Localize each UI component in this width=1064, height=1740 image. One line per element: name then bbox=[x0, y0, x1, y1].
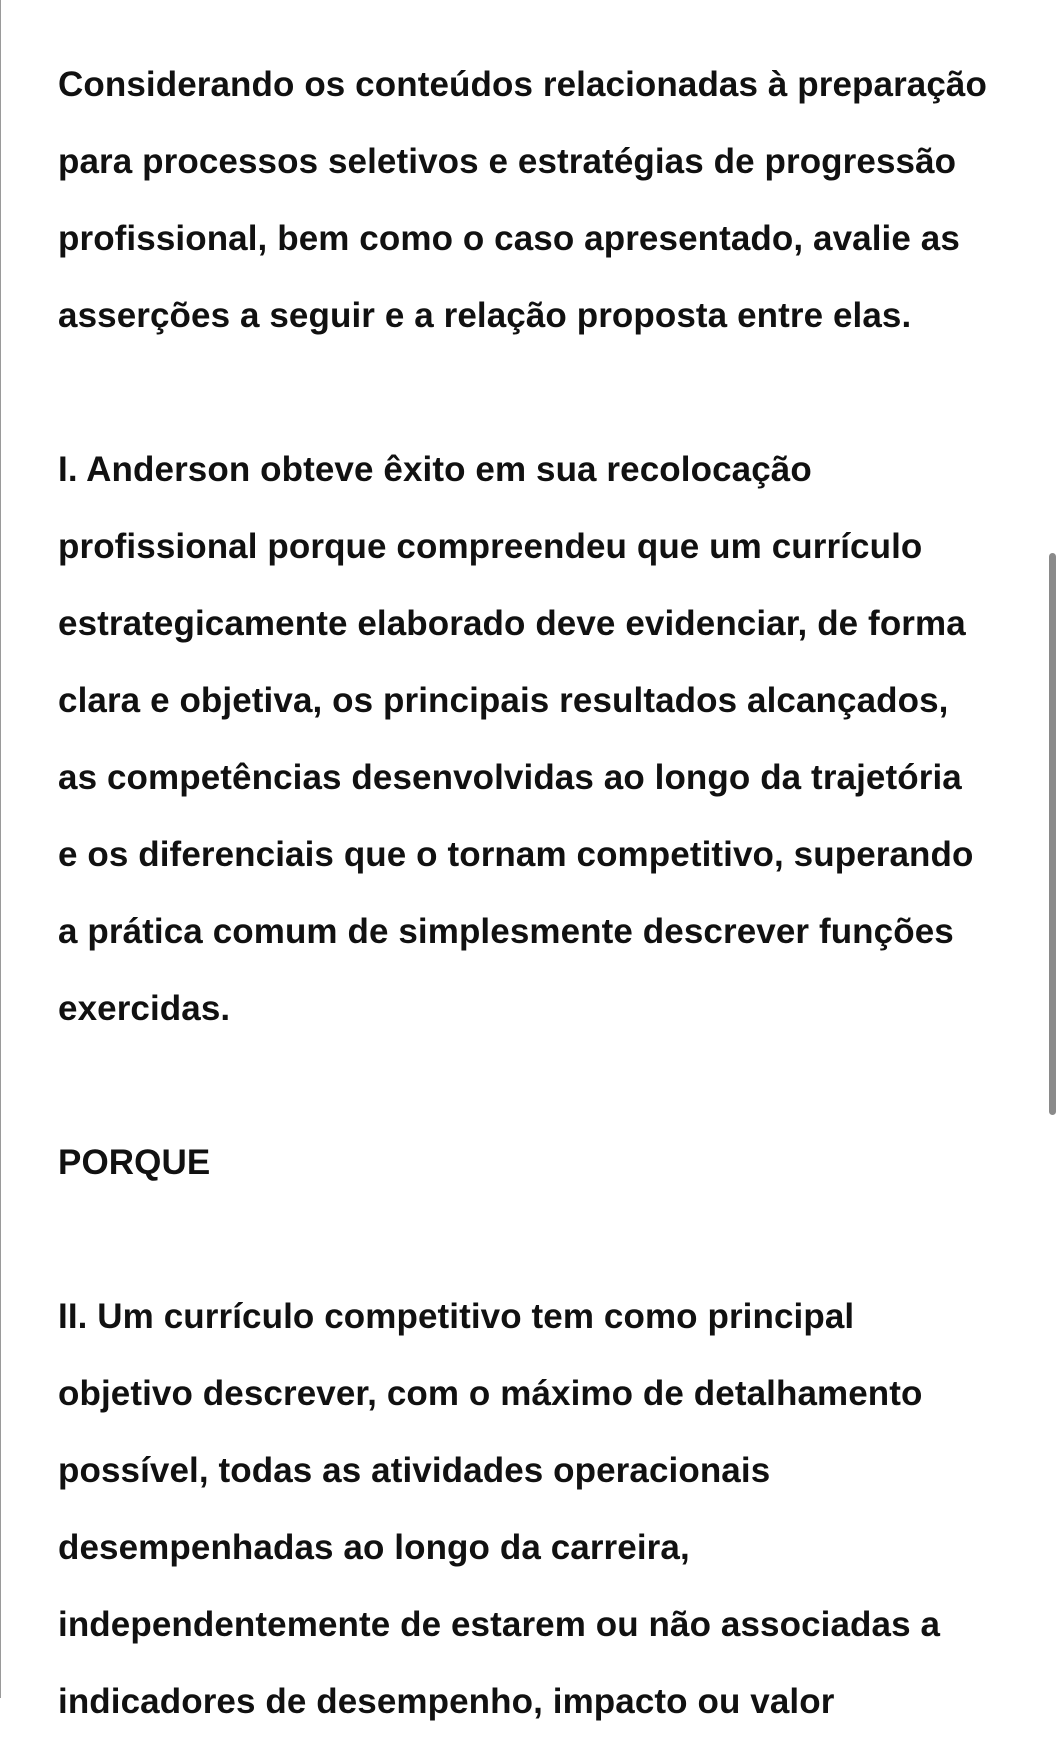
text-line: a prática comum de simplesmente descrever funções bbox=[58, 912, 954, 951]
text-line: indicadores de desempenho, impacto ou valor bbox=[58, 1682, 835, 1721]
text-line: profissional, bem como o caso apresentado, avalie as bbox=[58, 219, 960, 258]
text-line: desempenhadas ao longo da carreira, bbox=[58, 1528, 690, 1567]
document-body bbox=[58, 46, 1018, 1740]
text-line: independentemente de estarem ou não associadas a bbox=[58, 1605, 941, 1644]
text-line: objetivo descrever, com o máximo de detalhamento bbox=[58, 1374, 923, 1413]
text-line: exercidas. bbox=[58, 989, 231, 1028]
connector-paragraph bbox=[58, 1124, 1018, 1201]
text-line: possível, todas as atividades operacionais bbox=[58, 1451, 771, 1490]
text-line: profissional porque compreendeu que um currículo bbox=[58, 527, 923, 566]
assertion-two-paragraph bbox=[58, 1278, 1018, 1740]
text-line: I. Anderson obteve êxito em sua recolocação bbox=[58, 450, 812, 489]
text-line: as competências desenvolvidas ao longo da trajetória bbox=[58, 758, 962, 797]
text-line: e os diferenciais que o tornam competitivo, superando bbox=[58, 835, 974, 874]
page-left-edge bbox=[0, 0, 1, 1698]
assertion-one-paragraph bbox=[58, 431, 1018, 1047]
text-line: II. Um currículo competitivo tem como principal bbox=[58, 1297, 855, 1336]
intro-paragraph bbox=[58, 46, 1018, 354]
text-line: para processos seletivos e estratégias de progressão bbox=[58, 142, 957, 181]
text-line: Considerando os conteúdos relacionadas à preparação bbox=[58, 65, 987, 104]
text-line: estrategicamente elaborado deve evidenciar, de forma bbox=[58, 604, 966, 643]
scrollbar-thumb[interactable] bbox=[1049, 553, 1056, 1115]
connector-text: PORQUE bbox=[58, 1143, 211, 1182]
text-line: asserções a seguir e a relação proposta entre elas. bbox=[58, 296, 912, 335]
text-line: clara e objetiva, os principais resultados alcançados, bbox=[58, 681, 949, 720]
